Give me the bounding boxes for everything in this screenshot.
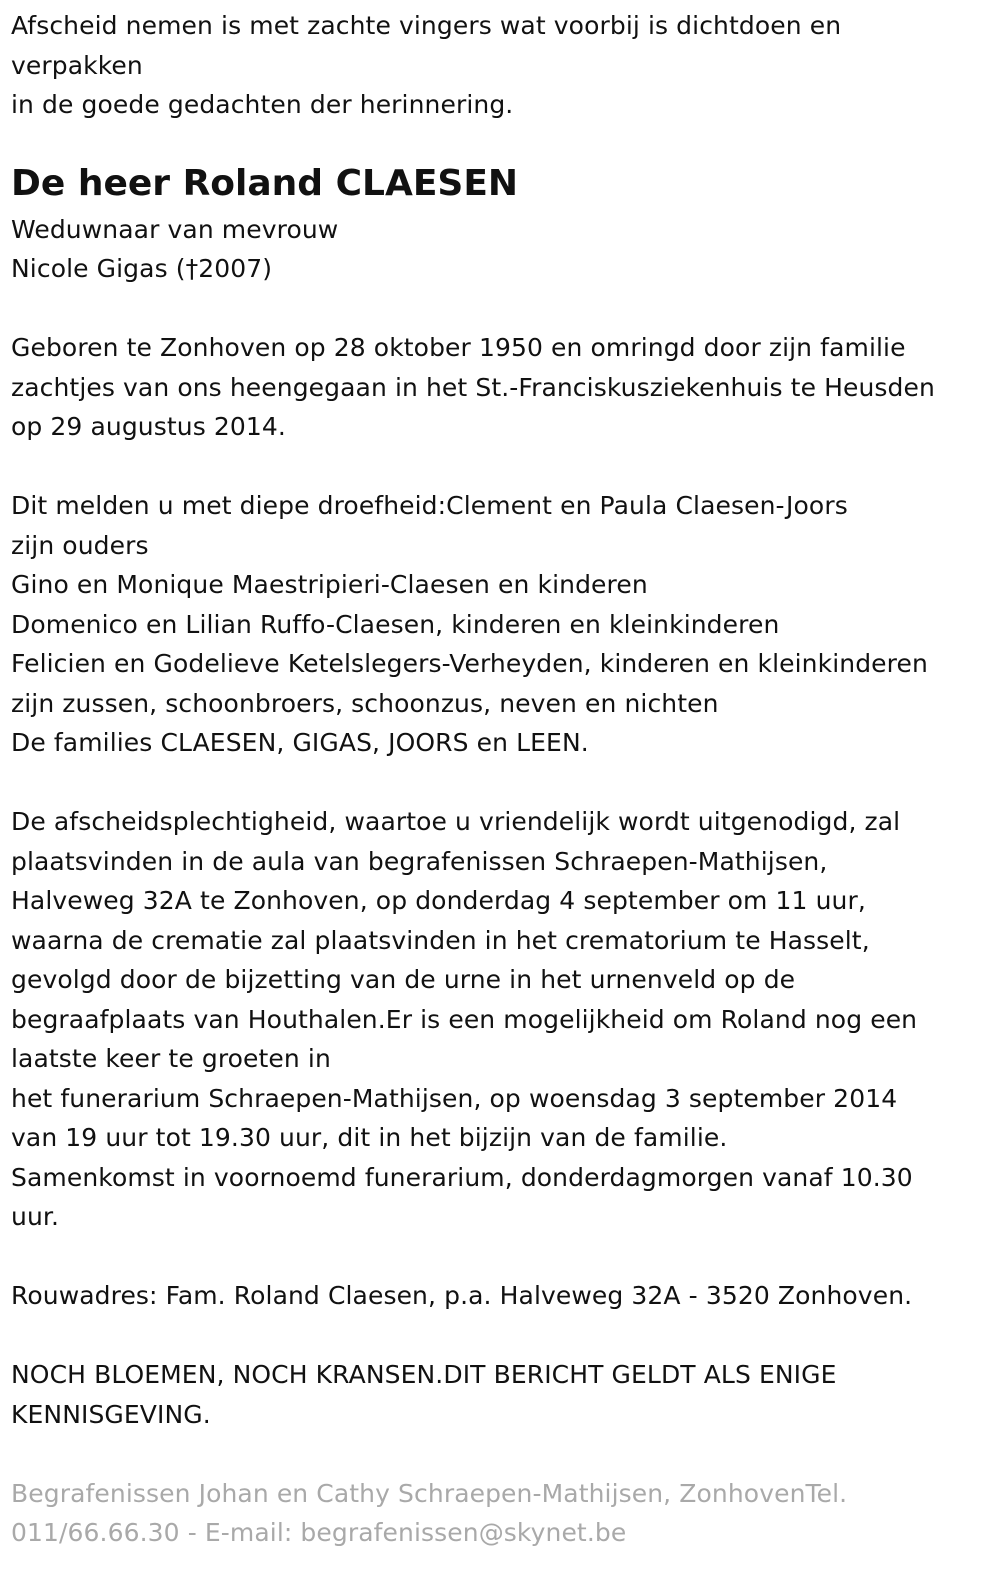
- spacer: [11, 447, 989, 487]
- ceremony-line: het funerarium Schraepen-Mathijsen, op woensdag 3 september 2014: [11, 1083, 898, 1113]
- ceremony-line: laatste keer te groeten in: [11, 1044, 331, 1073]
- mourner-line: Gino en Monique Maestripieri-Claesen en kinderen: [11, 570, 648, 599]
- ceremony-line: plaatsvinden in de aula van begrafenissen Schraepen-Mathijsen,: [11, 846, 828, 876]
- notice-paragraph: [11, 1355, 989, 1434]
- ceremony-line: Samenkomst in voornoemd funerarium, donderdagmorgen vanaf 10.30: [11, 1162, 913, 1192]
- spacer: [11, 289, 989, 329]
- ceremony-line: uur.: [11, 1202, 60, 1231]
- intro-line: verpakken: [11, 50, 143, 80]
- intro-poem: [11, 6, 989, 125]
- ceremony-line: De afscheidsplechtigheid, waartoe u vriendelijk wordt uitgenodigd, zal: [11, 807, 901, 836]
- birth-death-line: Geboren te Zonhoven op 28 oktober 1950 en omringd door zijn familie: [11, 333, 906, 362]
- birth-death-paragraph: [11, 328, 989, 447]
- mourner-line: zijn ouders: [11, 530, 149, 560]
- mourning-address: Rouwadres: Fam. Roland Claesen, p.a. Halveweg 32A - 3520 Zonhoven.: [11, 1281, 913, 1310]
- footer-line: Begrafenissen Johan en Cathy Schraepen-Mathijsen, ZonhovenTel.: [11, 1478, 848, 1508]
- spacer: [11, 1316, 989, 1356]
- ceremony-line: van 19 uur tot 19.30 uur, dit in het bijzijn van de familie.: [11, 1123, 728, 1152]
- mourner-line: Domenico en Lilian Ruffo-Claesen, kinderen en kleinkinderen: [11, 609, 780, 639]
- ceremony-line: Halveweg 32A te Zonhoven, op donderdag 4 september om 11 uur,: [11, 886, 866, 915]
- mourner-line: De families CLAESEN, GIGAS, JOORS en LEEN.: [11, 728, 589, 757]
- funeral-home-footer: [11, 1474, 989, 1553]
- spacer: [11, 1237, 989, 1277]
- ceremony-line: waarna de crematie zal plaatsvinden in het crematorium te Hasselt,: [11, 925, 870, 955]
- mourner-line: Felicien en Godelieve Ketelslegers-Verheyden, kinderen en kleinkinderen: [11, 649, 928, 678]
- spacer: [11, 763, 989, 803]
- spouse-line: Weduwnaar van mevrouw: [11, 214, 339, 244]
- spouse-info: [11, 210, 989, 289]
- ceremony-line: gevolgd door de bijzetting van de urne in het urnenveld op de: [11, 965, 796, 994]
- notice-line: NOCH BLOEMEN, NOCH KRANSEN.DIT BERICHT GELDT ALS ENIGE: [11, 1360, 837, 1389]
- mourner-line: Dit melden u met diepe droefheid:Clement en Paula Claesen-Joors: [11, 491, 848, 520]
- deceased-name: De heer Roland CLAESEN: [11, 162, 519, 204]
- spacer: [11, 1434, 989, 1474]
- spouse-line: Nicole Gigas (†2007): [11, 254, 273, 283]
- birth-death-line: zachtjes van ons heengegaan in het St.-Franciskusziekenhuis te Heusden: [11, 372, 935, 402]
- mourners-paragraph: [11, 486, 989, 763]
- footer-line: 011/66.66.30 - E-mail: begrafenissen@skynet.be: [11, 1518, 627, 1547]
- notice-line: KENNISGEVING.: [11, 1399, 211, 1429]
- intro-line: Afscheid nemen is met zachte vingers wat voorbij is dichtdoen en: [11, 11, 842, 40]
- birth-death-line: op 29 augustus 2014.: [11, 412, 286, 441]
- ceremony-paragraph: [11, 802, 989, 1237]
- ceremony-line: begraafplaats van Houthalen.Er is een mogelijkheid om Roland nog een: [11, 1004, 918, 1034]
- mourner-line: zijn zussen, schoonbroers, schoonzus, neven en nichten: [11, 688, 719, 718]
- intro-line: in de goede gedachten der herinnering.: [11, 90, 514, 119]
